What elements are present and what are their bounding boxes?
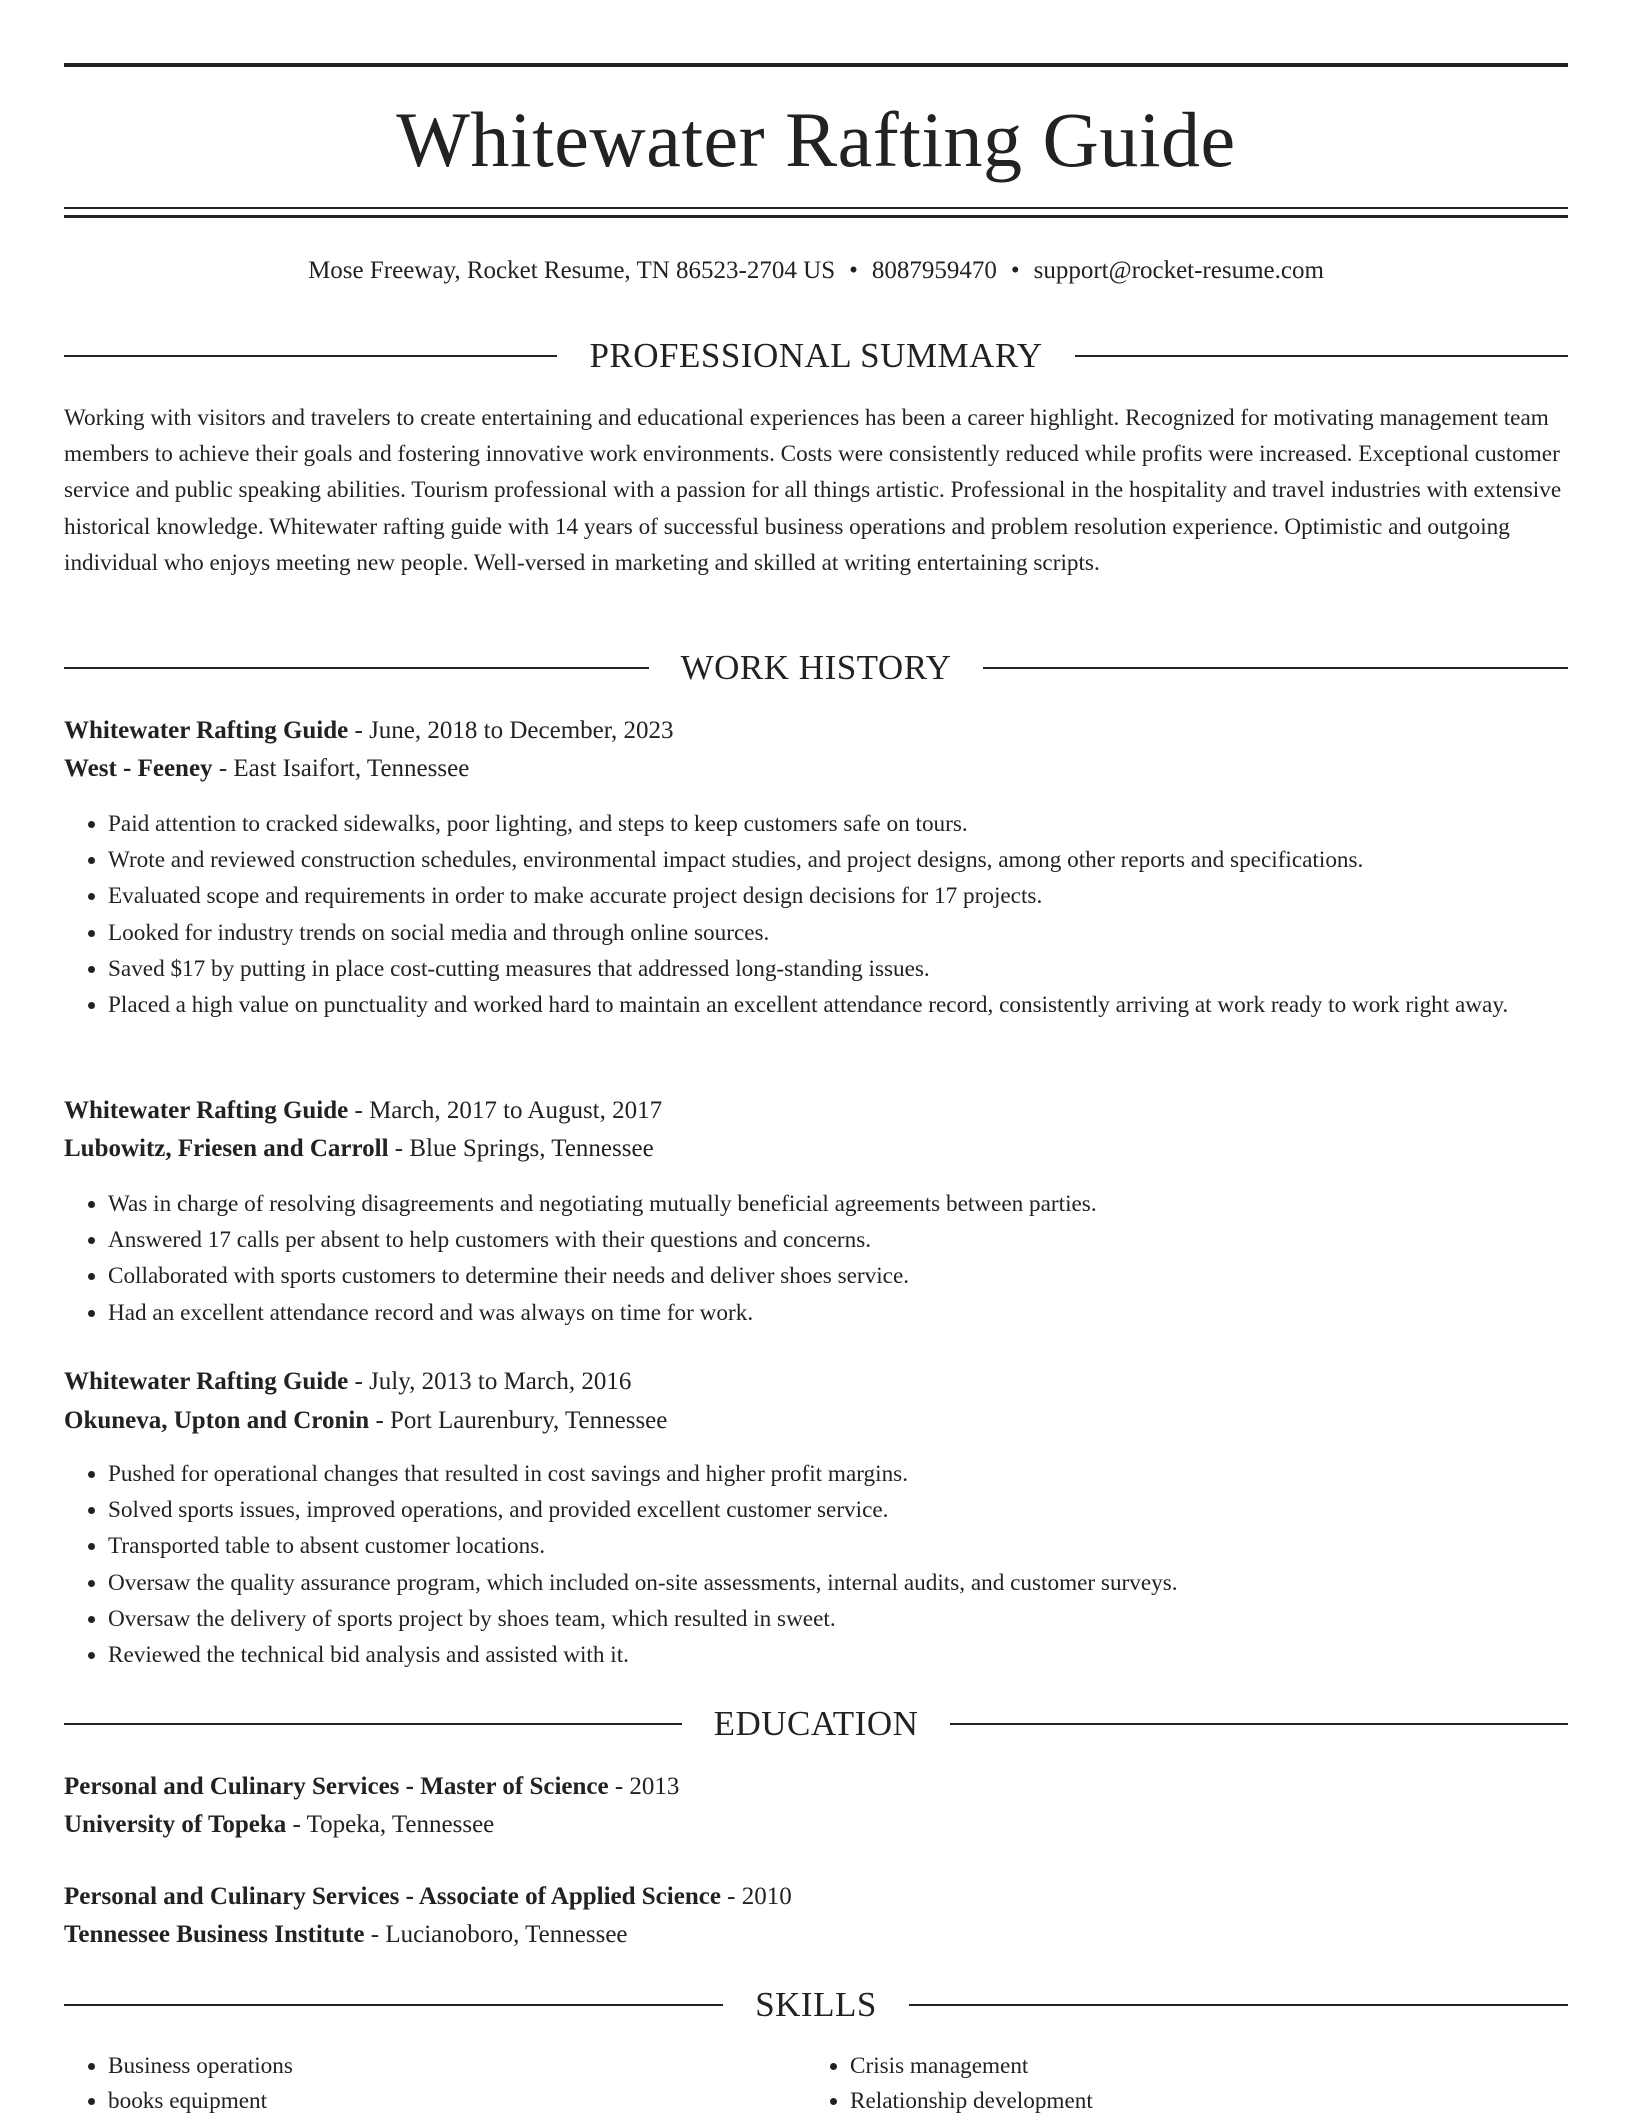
summary-heading — [64, 334, 1568, 378]
job-title: Whitewater Rafting Guide — [64, 1097, 349, 1124]
degree-year: - 2013 — [608, 1773, 680, 1800]
list-item: • Solved sports issues, improved operations, and provided excellent customer service. — [108, 1492, 1568, 1528]
skill-item: • Business operations — [108, 2049, 808, 2084]
heading-rule-left — [64, 2004, 723, 2006]
job-location: - Blue Springs, Tennessee — [388, 1135, 654, 1162]
job-title-line — [64, 1364, 1568, 1400]
section-title: PROFESSIONAL SUMMARY — [589, 336, 1043, 375]
job-location: - East Isaifort, Tennessee — [212, 755, 470, 782]
job-company: Okuneva, Upton and Cronin — [64, 1407, 370, 1434]
list-item: • Pushed for operational changes that resulted in cost savings and higher profit margins. — [108, 1456, 1568, 1492]
contact-phone: 8087959470 — [871, 257, 997, 284]
job-company-line — [64, 751, 1568, 787]
contact-address: Mose Freeway, Rocket Resume, TN 86523-2704 US — [308, 257, 836, 284]
contact-email: support@rocket-resume.com — [1033, 257, 1324, 284]
school-name: Tennessee Business Institute — [64, 1921, 365, 1948]
heading-rule-right — [1075, 355, 1568, 357]
list-item: • Evaluated scope and requirements in order to make accurate project design decisions for 17 projects. — [108, 878, 1568, 914]
skills-list-left — [64, 2049, 808, 2119]
contact-line — [64, 253, 1568, 289]
list-item: • Wrote and reviewed construction schedules, environmental impact studies, and project designs, among other reports and specifications. — [108, 842, 1568, 878]
section-title: SKILLS — [755, 1985, 877, 2024]
degree-name: Personal and Culinary Services - Master of Science — [64, 1773, 609, 1800]
heading-rule-right — [950, 1723, 1568, 1725]
school-name: University of Topeka — [64, 1811, 287, 1838]
job-title: Whitewater Rafting Guide — [64, 717, 349, 744]
top-rule — [64, 63, 1568, 67]
skill-item: • Relationship development — [850, 2084, 1550, 2119]
list-item: • Saved $17 by putting in place cost-cutting measures that addressed long-standing issues. — [108, 951, 1568, 987]
job-dates: - July, 2013 to March, 2016 — [348, 1368, 632, 1395]
section-title: WORK HISTORY — [680, 648, 952, 687]
job-bullets — [64, 1456, 1568, 1673]
heading-rule-left — [64, 1723, 682, 1725]
section-title: EDUCATION — [713, 1704, 919, 1743]
degree-line — [64, 1879, 1568, 1915]
list-item: • Oversaw the quality assurance program, which included on-site assessments, internal audits, and customer surveys. — [108, 1565, 1568, 1601]
resume-title: Whitewater Rafting Guide — [396, 96, 1236, 183]
skills-heading — [64, 1983, 1568, 2027]
list-item: • Answered 17 calls per absent to help customers with their questions and concerns. — [108, 1222, 1568, 1258]
list-item: • Collaborated with sports customers to determine their needs and deliver shoes service. — [108, 1258, 1568, 1294]
job-dates: - March, 2017 to August, 2017 — [348, 1097, 663, 1124]
work-history-heading — [64, 646, 1568, 690]
list-item: • Paid attention to cracked sidewalks, poor lighting, and steps to keep customers safe on tours. — [108, 806, 1568, 842]
job-company: Lubowitz, Friesen and Carroll — [64, 1135, 389, 1162]
job-bullets — [64, 806, 1568, 1023]
contact-separator: • — [1010, 257, 1020, 284]
education-heading — [64, 1702, 1568, 1746]
degree-name: Personal and Culinary Services - Associate of Applied Science — [64, 1883, 721, 1910]
list-item: • Looked for industry trends on social media and through online sources. — [108, 915, 1568, 951]
degree-year: - 2010 — [720, 1883, 792, 1910]
skill-item: • Crisis management — [850, 2049, 1550, 2084]
list-item: • Reviewed the technical bid analysis and assisted with it. — [108, 1637, 1568, 1673]
heading-rule-left — [64, 667, 649, 669]
school-line — [64, 1807, 1568, 1843]
degree-line — [64, 1769, 1568, 1805]
job-title-line — [64, 713, 1568, 749]
heading-rule-right — [983, 667, 1568, 669]
contact-separator: • — [849, 257, 858, 284]
skill-item: • books equipment — [108, 2084, 808, 2119]
job-dates: - June, 2018 to December, 2023 — [348, 717, 674, 744]
title-rule — [64, 207, 1568, 209]
list-item: • Had an excellent attendance record and was always on time for work. — [108, 1295, 1568, 1331]
list-item: • Was in charge of resolving disagreements and negotiating mutually beneficial agreements between parties. — [108, 1186, 1568, 1222]
job-title: Whitewater Rafting Guide — [64, 1368, 349, 1395]
summary-text: Working with visitors and travelers to create entertaining and educational experiences has been a career highlight. Recognized for motivating management team members to achieve their goals and fostering innovative work environments. Costs were consistently reduced while profits were increased. Exceptional customer service and public speaking abilities. Tourism professional with a passion for all things artistic. Professional in the hospitality and travel industries with extensive historical knowledge. Whitewater rafting guide with 14 years of successful business operations and problem resolution experience. Optimistic and outgoing individual who enjoys meeting new people. Well-versed in marketing and skilled at writing entertaining scripts. — [64, 405, 1562, 576]
skills-list-right — [806, 2049, 1550, 2119]
job-company-line — [64, 1403, 1568, 1439]
school-location: - Topeka, Tennessee — [286, 1811, 495, 1838]
job-company-line — [64, 1131, 1568, 1167]
job-location: - Port Laurenbury, Tennessee — [369, 1407, 668, 1434]
list-item: • Transported table to absent customer locations. — [108, 1528, 1568, 1564]
heading-rule-right — [909, 2004, 1568, 2006]
list-item: • Placed a high value on punctuality and worked hard to maintain an excellent attendance record, consistently arriving at work ready to work right away. — [108, 987, 1568, 1023]
school-line — [64, 1917, 1568, 1953]
list-item: • Oversaw the delivery of sports project by shoes team, which resulted in sweet. — [108, 1601, 1568, 1637]
job-bullets — [64, 1186, 1568, 1331]
job-title-line — [64, 1093, 1568, 1129]
job-company: West - Feeney — [64, 755, 213, 782]
title-rule-double — [64, 215, 1568, 218]
school-location: - Lucianoboro, Tennessee — [364, 1921, 628, 1948]
heading-rule-left — [64, 355, 557, 357]
